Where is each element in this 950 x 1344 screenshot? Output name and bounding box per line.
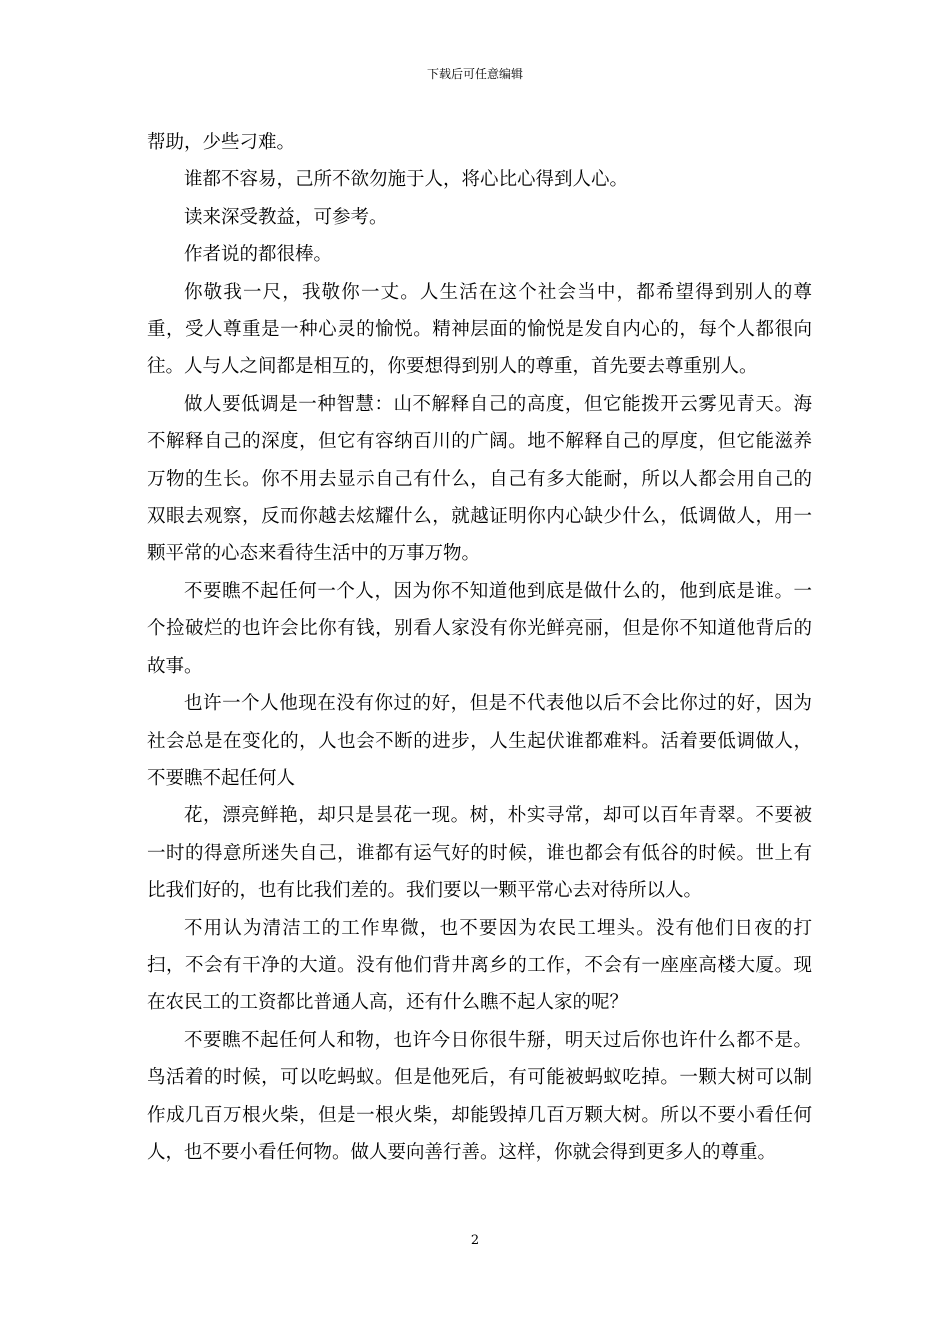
paragraph-flower-tree: 花，漂亮鲜艳，却只是昙花一现。树，朴实寻常，却可以百年青翠。不要被一时的得意所迷失自己，谁都有运气好的时候，谁也都会有低谷的时候。世上有比我们好的，也有比我们差的。我们要以一颗平常心去对待所以人。 (147, 805, 812, 902)
page-header: 下载后可任意编辑 (426, 67, 523, 81)
paragraph-kindness: 不要瞧不起任何人和物，也许今日你很牛掰，明天过后你也许什么都不是。鸟活着的时候，可以吃蚂蚁。但是他死后，有可能被蚂蚁吃掉。一颗大树可以制作成几百万根火柴，但是一根火柴，却能毁掉几百万颗大树。所以不要小看任何人，也不要小看任何物。做人要向善行善。这样，你就会得到更多人的尊重。 (147, 1029, 812, 1163)
paragraph-continuation: 帮助，少些刁难。 (147, 132, 296, 153)
paragraph-comment-1: 谁都不容易，己所不欲勿施于人，将心比心得到人心。 (184, 169, 629, 191)
paragraph-dont-look-down: 不要瞧不起任何一个人，因为你不知道他到底是做什么的，他到底是谁。一个捡破烂的也许会比你有钱，别看人家没有你光鲜亮丽，但是你不知道他背后的故事。 (147, 580, 812, 677)
paragraph-workers: 不用认为清洁工的工作卑微，也不要因为农民工埋头。没有他们日夜的打扫，不会有干净的大道。没有他们背井离乡的工作，不会有一座座高楼大厦。现在农民工的工资都比普通人高，还有什么瞧不起人家的呢？ (147, 917, 812, 1014)
paragraph-low-profile: 做人要低调是一种智慧：山不解释自己的高度，但它能拨开云雾见青天。海不解释自己的深度，但它有容纳百川的广阔。地不解释自己的厚度，但它能滋养万物的生长。你不用去显示自己有什么，自己有多大能耐，所以人都会用自己的双眼去观察，反而你越去炫耀什么，就越证明你内心缺少什么，低调做人，用一颗平常的心态来看待生活中的万事万物。 (147, 393, 812, 565)
paragraph-comment-3: 作者说的都很棒。 (184, 244, 333, 266)
document-body (147, 124, 812, 1171)
paragraph-comment-2: 读来深受教益，可参考。 (184, 206, 388, 228)
page-number: 2 (470, 1233, 480, 1248)
paragraph-respect: 你敬我一尺，我敬你一丈。人生活在这个社会当中，都希望得到别人的尊重，受人尊重是一种心灵的愉悦。精神层面的愉悦是发自内心的，每个人都很向往。人与人之间都是相互的，你要想得到别人的尊重，首先要去尊重别人。 (147, 281, 812, 378)
paragraph-change: 也许一个人他现在没有你过的好，但是不代表他以后不会比你过的好，因为社会总是在变化的，人也会不断的进步，人生起伏谁都难料。活着要低调做人，不要瞧不起任何人 (147, 693, 812, 789)
